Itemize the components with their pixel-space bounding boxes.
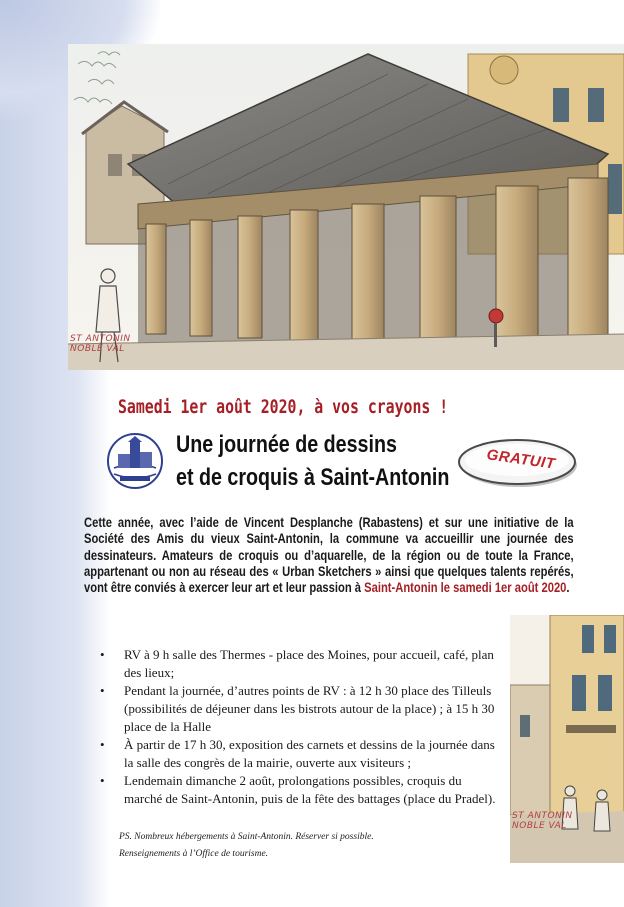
postscript-line1: PS. Nombreux hébergements à Saint-Antonin. Réserver si possible.: [119, 832, 374, 842]
market-hall-illustration: [68, 44, 624, 370]
bullet-icon: •: [100, 647, 105, 662]
list-item: [96, 682, 502, 736]
bullet-icon: •: [100, 683, 105, 698]
intro-paragraph: [84, 514, 574, 595]
side-caption: [512, 811, 573, 831]
postscript-line2: Renseignements à l’Office de tourisme.: [119, 849, 269, 859]
event-date-headline: Samedi 1er août 2020, à vos crayons !: [118, 396, 449, 418]
free-badge-label: GRATUIT: [485, 446, 557, 473]
event-title: [176, 428, 449, 494]
schedule-list: [96, 646, 502, 808]
list-item-text: Lendemain dimanche 2 août, prolongations possibles, croquis du marché de Saint-Antonin, puis de la fête des battages (place du Pradel).: [124, 773, 496, 806]
side-caption-line2: NOBLE VAL: [512, 821, 567, 831]
postscript-note: [119, 829, 479, 863]
hero-caption-line2: NOBLE VAL: [70, 344, 125, 354]
intro-highlight: Saint-Antonin le samedi 1er août 2020: [364, 579, 567, 596]
society-logo: [106, 432, 164, 490]
list-item-text: RV à 9 h salle des Thermes - place des Moines, pour accueil, café, plan des lieux;: [124, 647, 494, 680]
intro-end: .: [566, 579, 570, 596]
side-street-sketch: [510, 615, 624, 863]
list-item-text: À partir de 17 h 30, exposition des carnets et dessins de la journée dans la salle des congrès de la mairie, ouverte aux visiteurs ;: [124, 737, 495, 770]
list-item: [96, 736, 502, 772]
bullet-icon: •: [100, 737, 105, 752]
intro-text: Cette année, avec l’aide de Vincent Desplanche (Rabastens) et sur une initiative de la Société des Amis du vieux Saint-Antonin, la commune va accueillir une journée des dessinateurs. Amateurs de croquis ou d’aquarelle, de la région ou de toute la France, appartenant ou non au réseau des « Urban Sketchers » ainsi que quelques talents repérés, vont être conviés à exercer leur art et leur passion à: [84, 514, 574, 596]
list-item-text: Pendant la journée, d’autres points de RV : à 12 h 30 place des Tilleuls (possibilités de déjeuner dans les bistrots autour de la place) ; à 15 h 30 place de la Halle: [124, 683, 495, 734]
event-title-line2: et de croquis à Saint-Antonin: [176, 464, 450, 491]
hero-caption: [70, 334, 131, 354]
event-title-line1: Une journée de dessins: [176, 431, 397, 458]
society-logo-icon: [106, 432, 164, 490]
side-caption-line1: ST ANTONIN: [512, 811, 573, 821]
list-item: [96, 646, 502, 682]
bullet-icon: •: [100, 773, 105, 788]
list-item: [96, 772, 502, 808]
hero-market-hall-sketch: [68, 44, 624, 370]
hero-caption-line1: ST ANTONIN: [70, 334, 131, 344]
